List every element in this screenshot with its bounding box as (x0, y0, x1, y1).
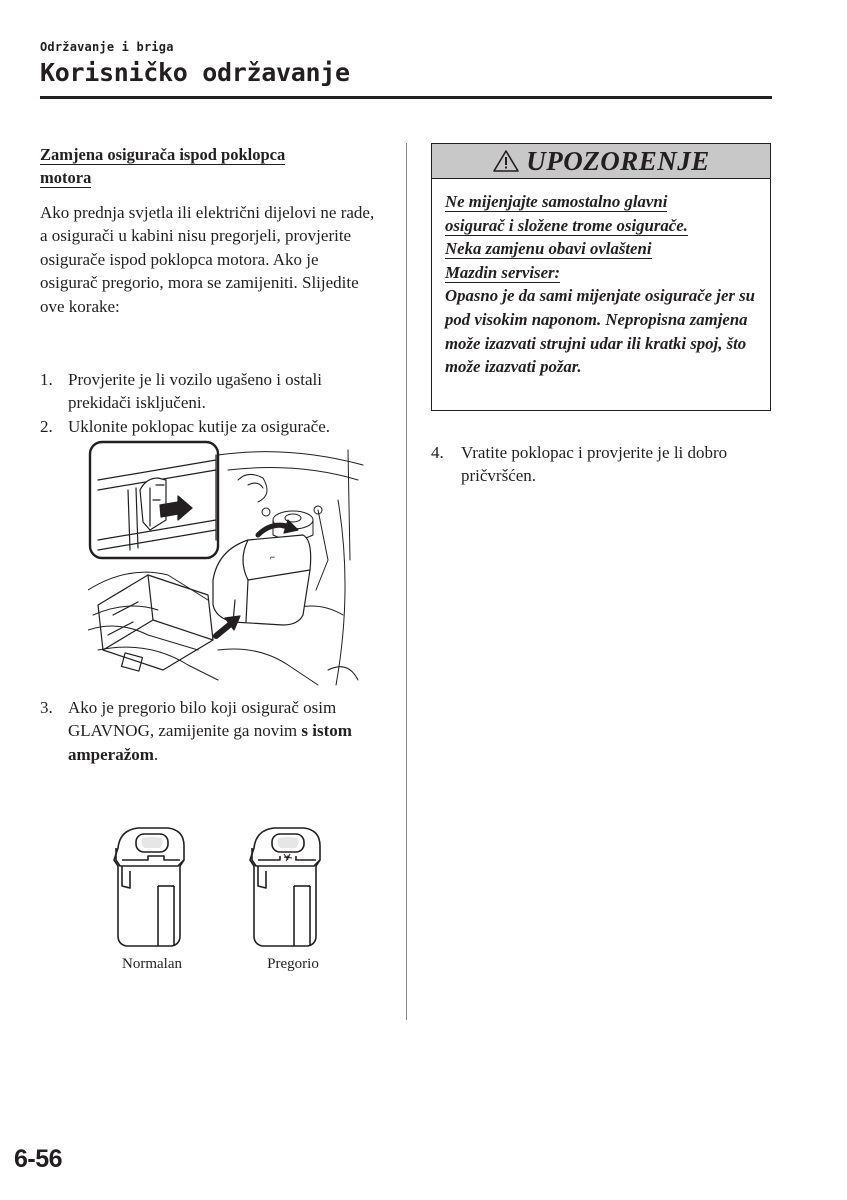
column-divider (406, 143, 407, 1020)
subheading-block (40, 143, 385, 189)
step-text-end: . (153, 744, 159, 764)
warning-body: Opasno je da sami mijenjate osigurače jer su pod visokim naponom. Nepropisna zamjena može izazvati strujni udar ili kratki spoj, što može izazvati požar. (445, 286, 756, 377)
intro-paragraph: Ako prednja svjetla ili električni dijelovi ne rade, a osigurači u kabini nisu pregorjeli, provjerite osigurače ispod poklopca motora. Ako je osigurač pregorio, mora se zamijeniti. Slijedite ove korake: (40, 203, 375, 316)
fuse-box (213, 535, 311, 625)
svg-text:⌐: ⌐ (270, 552, 276, 562)
fuse-blown-illustration (244, 826, 324, 956)
step-number: 1. (40, 370, 53, 389)
fuse-label-blown: Pregorio (267, 956, 319, 972)
page-number: 6-56 (14, 1145, 63, 1173)
warning-triangle-icon (492, 149, 520, 173)
warning-heading: UPOZORENJE (526, 145, 710, 176)
warning-line: Ne mijenjajte samostalno glavni (445, 192, 668, 211)
push-arrow-icon (216, 616, 240, 636)
step-number: 2. (40, 417, 53, 436)
engine-fuse-box-illustration (88, 440, 370, 688)
step-text: Uklonite poklopac kutije za osigurače. (68, 417, 330, 436)
step-text-bold: s istom amperažom (68, 721, 352, 764)
air-box (98, 575, 213, 671)
warning-line: Mazdin serviser: (445, 262, 561, 282)
fuse-label-normal: Normalan (122, 956, 182, 972)
step-number: 3. (40, 698, 53, 717)
subheading (40, 143, 385, 189)
warning-header (432, 144, 770, 179)
fuse-normal-illustration (108, 826, 188, 956)
warning-line: osigurač i složene trome osigurače. (445, 215, 688, 235)
subheading-line-2: motora (40, 168, 92, 187)
title-rule (40, 96, 772, 99)
step-text: Provjerite je li vozilo ugašeno i ostali prekidači isključeni. (68, 370, 323, 413)
detail-inset (90, 442, 218, 558)
warning-line: Neka zamjenu obavi ovlašteni (445, 239, 652, 259)
subheading-line-1: Zamjena osigurača ispod poklopca (40, 145, 286, 164)
warning-box (431, 143, 771, 411)
step-3 (40, 696, 385, 768)
warning-text (445, 190, 765, 379)
page-title: Korisničko održavanje (40, 58, 350, 87)
step-text-regular: Ako je pregorio bilo koji osigurač osim GLAVNOG, zamijenite ga novim (68, 698, 337, 741)
step-text (68, 696, 388, 766)
section-label: Održavanje i briga (40, 40, 174, 54)
step-text: Vratite poklopac i provjerite je li dobro pričvršćen. (461, 443, 728, 486)
step-number: 4. (431, 443, 444, 462)
